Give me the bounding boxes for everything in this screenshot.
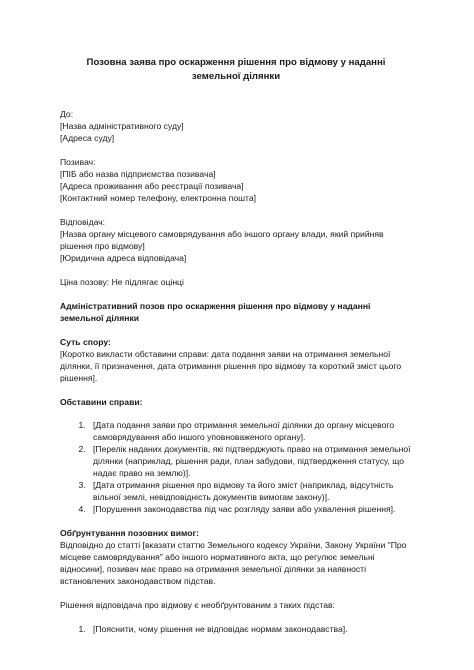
- list-item: 1. [Пояснити, чому рішення не відповідає нормам законодавства].: [88, 623, 412, 635]
- court-address: [Адреса суду]: [60, 133, 115, 143]
- list-item: 2. [Перелік наданих документів, які підтверджують право на отримання земельної ділянки (наприклад, рішення ради, план забудови, підтвердження статусу, що надає право на землю)].: [88, 443, 412, 479]
- court-label: До:: [60, 109, 74, 119]
- list-item: 1. [Дата подання заяви про отримання земельної ділянки до органу місцевого самоврядування або іншого уповноваженого органу].: [88, 419, 412, 443]
- court-section: [60, 108, 412, 144]
- claim-value: Ціна позову: Не підлягає оцінці: [60, 277, 184, 287]
- essence-text: [Коротко викласти обставини справи: дата подання заяви на отримання земельної ділянки, її призначення, дата отримання рішення про відмову та короткий зміст цього рішення].: [60, 349, 402, 383]
- circumstances-heading: Обставини справи:: [60, 397, 143, 407]
- defendant-label: Відповідач:: [60, 217, 106, 227]
- plaintiff-label: Позивач:: [60, 157, 96, 167]
- defendant-address: [Юридична адреса відповідача]: [60, 253, 187, 263]
- list-item: 3. [Дата отримання рішення про відмову та його зміст (наприклад, відсутність вільної землі, невідповідність документів вимогам закону)].: [88, 479, 412, 503]
- circumstances-section: [60, 396, 412, 515]
- plaintiff-section: [60, 156, 412, 204]
- grounds-section: [60, 527, 412, 587]
- essence-section: [60, 336, 412, 384]
- grounds-text: Відповідно до статті [вказати статтю Земельного кодексу України, Закону України "Про місцеве самоврядування" або іншого нормативного акта, що регулює земельні відносини], позивач має право на отримання земельної ділянки за наявності встановлених законодавством підстав.: [60, 540, 407, 586]
- grounds-heading: Обґрунтування позовних вимог:: [60, 528, 199, 538]
- circumstances-list: [60, 419, 412, 515]
- court-name: [Назва адміністративного суду]: [60, 121, 184, 131]
- plaintiff-address: [Адреса проживання або реєстрації позивача]: [60, 181, 244, 191]
- reasons-list: [60, 623, 412, 635]
- defendant-name: [Назва органу місцевого самоврядування або іншого органу влади, який прийняв рішення про відмову]: [60, 229, 384, 251]
- defendant-section: [60, 216, 412, 264]
- plaintiff-contacts: [Контактний номер телефону, електронна пошта]: [60, 193, 257, 203]
- document-title: Позовна заява про оскарження рішення про відмову у наданні земельної ділянки: [86, 57, 386, 82]
- list-item: 4. [Порушення законодавства під час розгляду заяви або ухвалення рішення].: [88, 503, 412, 515]
- decision-intro: Рішення відповідача про відмову є необґрунтованим з таких підстав:: [60, 600, 335, 610]
- claim-subtitle: Адміністративний позов про оскарження рішення про відмову у наданні земельної ділянки: [60, 301, 371, 323]
- plaintiff-name: [ПІБ або назва підприємства позивача]: [60, 169, 216, 179]
- essence-heading: Суть спору:: [60, 337, 111, 347]
